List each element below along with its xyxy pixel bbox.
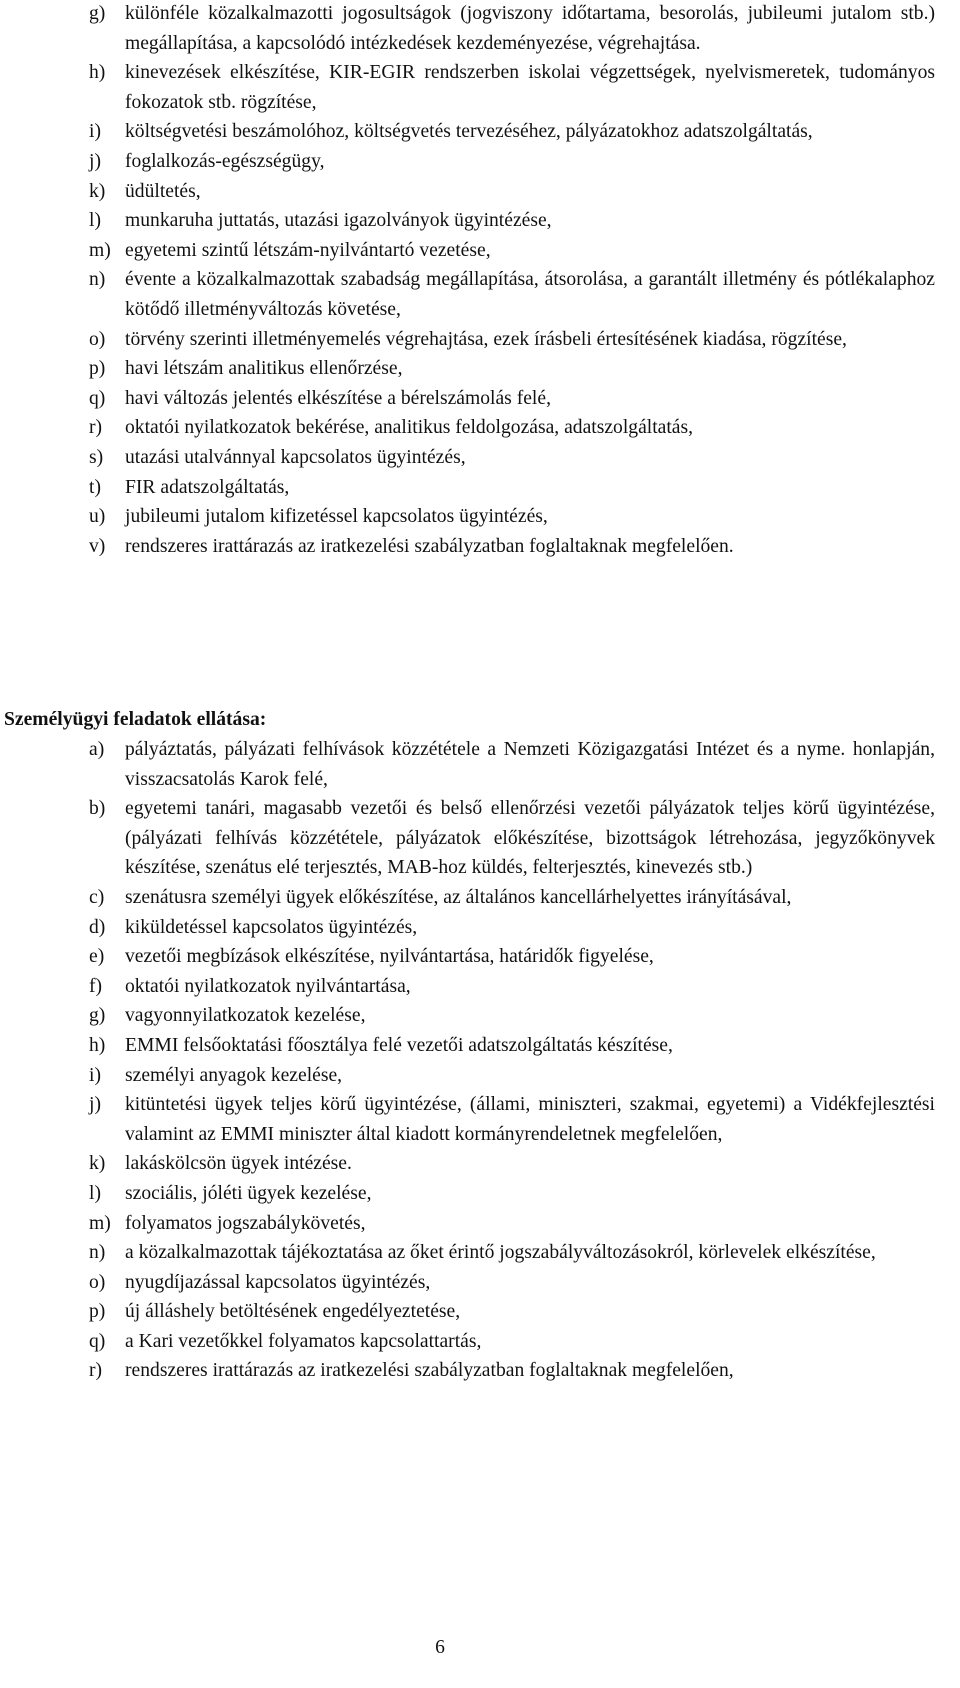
list-item: [0, 794, 960, 883]
list-item-text: évente a közalkalmazottak szabadság megállapítása, átsorolása, a garantált illetmény és pótlékalaphoz kötődő illetményváltozás követése,: [125, 269, 935, 320]
list-item: [0, 942, 960, 972]
list-item-text: FIR adatszolgáltatás,: [125, 476, 290, 498]
list-marker: l): [89, 1182, 101, 1204]
list-item: [0, 972, 960, 1002]
list-item-text: kiküldetéssel kapcsolatos ügyintézés,: [125, 916, 418, 938]
list-item: [0, 354, 960, 384]
list-item-text: új álláshely betöltésének engedélyeztetése,: [125, 1301, 461, 1323]
list-marker: q): [89, 387, 106, 409]
list-item-text: nyugdíjazással kapcsolatos ügyintézés,: [125, 1271, 431, 1293]
list-marker: n): [89, 1242, 106, 1264]
list-item-text: a közalkalmazottak tájékoztatása az őket érintő jogszabályváltozásokról, körlevelek elkészítése,: [125, 1242, 876, 1264]
list-marker: s): [89, 446, 104, 468]
list-item-text: egyetemi szintű létszám-nyilvántartó vezetése,: [125, 239, 491, 261]
list-item: [0, 502, 960, 532]
list-marker: d): [89, 916, 106, 938]
task-list-top: [0, 0, 960, 561]
list-item: [0, 58, 960, 117]
list-item: [0, 443, 960, 473]
list-item: [0, 913, 960, 943]
list-item-text: oktatói nyilatkozatok nyilvántartása,: [125, 975, 411, 997]
list-marker: f): [89, 975, 103, 997]
list-marker: u): [89, 506, 106, 528]
list-item-text: kitüntetési ügyek teljes körű ügyintézése, (állami, miniszteri, szakmai, egyetemi) a Vidékfejlesztési valamint az EMMI miniszter által kiadott kormányrendeletnek megfelelően,: [125, 1094, 935, 1145]
list-item: [0, 1061, 960, 1091]
list-item-text: kinevezések elkészítése, KIR-EGIR rendszerben iskolai végzettségek, nyelvismeretek, tudományos fokozatok stb. rögzítése,: [125, 62, 935, 113]
list-item: [0, 325, 960, 355]
task-list-bottom: [0, 735, 960, 1386]
list-item: [0, 1268, 960, 1298]
list-item: [0, 1238, 960, 1268]
list-marker: p): [89, 1301, 106, 1323]
list-item-text: törvény szerinti illetményemelés végrehajtása, ezek írásbeli értesítésének kiadása, rögzítése,: [125, 328, 847, 350]
list-item-text: pályáztatás, pályázati felhívások közzététele a Nemzeti Közigazgatási Intézet és a nyme. honlapján, visszacsatolás Karok felé,: [125, 739, 935, 790]
list-marker: e): [89, 946, 105, 968]
list-item: [0, 532, 960, 562]
list-item: [0, 0, 960, 58]
list-marker: k): [89, 180, 106, 202]
list-marker: r): [89, 1360, 103, 1382]
list-item: [0, 735, 960, 794]
list-marker: g): [89, 1005, 106, 1027]
list-item: [0, 1327, 960, 1357]
list-marker: o): [89, 328, 106, 350]
list-marker: b): [89, 798, 106, 820]
list-item: [0, 473, 960, 503]
list-item: [0, 206, 960, 236]
list-item-text: vagyonnyilatkozatok kezelése,: [125, 1005, 366, 1027]
list-marker: g): [89, 3, 106, 24]
list-marker: t): [89, 476, 101, 498]
list-marker: j): [89, 150, 101, 172]
list-item-text: foglalkozás-egészségügy,: [125, 150, 325, 172]
list-marker: h): [89, 1034, 106, 1056]
list-marker: k): [89, 1153, 106, 1175]
list-item-text: különféle közalkalmazotti jogosultságok (jogviszony időtartama, besorolás, jubileumi jutalom stb.) megállapítása, a kapcsolódó intézkedések kezdeményezése, végrehajtása.: [125, 3, 935, 54]
list-item: [0, 1209, 960, 1239]
list-item-text: a Kari vezetőkkel folyamatos kapcsolattartás,: [125, 1330, 482, 1352]
list-item-text: folyamatos jogszabálykövetés,: [125, 1212, 366, 1234]
list-item: [0, 1001, 960, 1031]
list-item-text: vezetői megbízások elkészítése, nyilvántartása, határidők figyelése,: [125, 946, 654, 968]
list-item: [0, 236, 960, 266]
list-item-text: személyi anyagok kezelése,: [125, 1064, 343, 1086]
list-marker: a): [89, 739, 105, 760]
list-item: [0, 883, 960, 913]
list-item-text: oktatói nyilatkozatok bekérése, analitikus feldolgozása, adatszolgáltatás,: [125, 417, 694, 439]
list-item: [0, 384, 960, 414]
section-heading: Személyügyi feladatok ellátása:: [4, 709, 267, 730]
list-item-text: munkaruha juttatás, utazási igazolványok ügyintézése,: [125, 210, 552, 232]
list-item: [0, 1149, 960, 1179]
list-marker: i): [89, 1064, 101, 1086]
list-item-text: havi változás jelentés elkészítése a bérelszámolás felé,: [125, 387, 551, 409]
list-item: [0, 177, 960, 207]
list-marker: n): [89, 269, 106, 291]
list-item: [0, 413, 960, 443]
list-item: [0, 1297, 960, 1327]
list-item-text: jubileumi jutalom kifizetéssel kapcsolatos ügyintézés,: [125, 506, 548, 528]
list-item: [0, 1179, 960, 1209]
list-item: [0, 117, 960, 147]
list-item-text: utazási utalvánnyal kapcsolatos ügyintézés,: [125, 446, 466, 468]
list-marker: l): [89, 210, 101, 232]
list-item-text: szenátusra személyi ügyek előkészítése, az általános kancellárhelyettes irányításával,: [125, 886, 792, 908]
list-item-text: költségvetési beszámolóhoz, költségvetés tervezéséhez, pályázatokhoz adatszolgáltatás,: [125, 121, 813, 143]
list-item: [0, 1356, 960, 1386]
list-marker: m): [89, 239, 111, 261]
list-item: [0, 147, 960, 177]
list-item: [0, 1090, 960, 1149]
list-marker: i): [89, 121, 101, 143]
list-marker: j): [89, 1094, 101, 1116]
list-item: [0, 265, 960, 324]
list-marker: h): [89, 62, 106, 84]
list-item-text: havi létszám analitikus ellenőrzése,: [125, 358, 403, 380]
list-item: [0, 1031, 960, 1061]
list-marker: p): [89, 358, 106, 380]
list-item-text: rendszeres irattárazás az iratkezelési szabályzatban foglaltaknak megfelelően.: [125, 535, 734, 557]
list-marker: q): [89, 1330, 106, 1352]
page-number: 6: [435, 1637, 445, 1658]
list-item-text: lakáskölcsön ügyek intézése.: [125, 1153, 352, 1175]
list-marker: r): [89, 417, 103, 439]
list-marker: v): [89, 535, 106, 557]
list-marker: o): [89, 1271, 106, 1293]
list-item-text: rendszeres irattárazás az iratkezelési szabályzatban foglaltaknak megfelelően,: [125, 1360, 734, 1382]
list-item-text: egyetemi tanári, magasabb vezetői és belső ellenőrzési vezetői pályázatok teljes körű ügyintézése, (pályázati felhívás közzététele, pályázatok előkészítése, bizottságok létrehozása, jegyzőkönyvek készítése, szenátus elé terjesztés, MAB-hoz küldés, felterjesztés, kinevezés stb.): [125, 798, 935, 879]
list-item-text: szociális, jóléti ügyek kezelése,: [125, 1182, 372, 1204]
list-item-text: üdültetés,: [125, 180, 201, 202]
list-item-text: EMMI felsőoktatási főosztálya felé vezetői adatszolgáltatás készítése,: [125, 1034, 673, 1056]
list-marker: c): [89, 886, 105, 908]
list-marker: m): [89, 1212, 111, 1234]
